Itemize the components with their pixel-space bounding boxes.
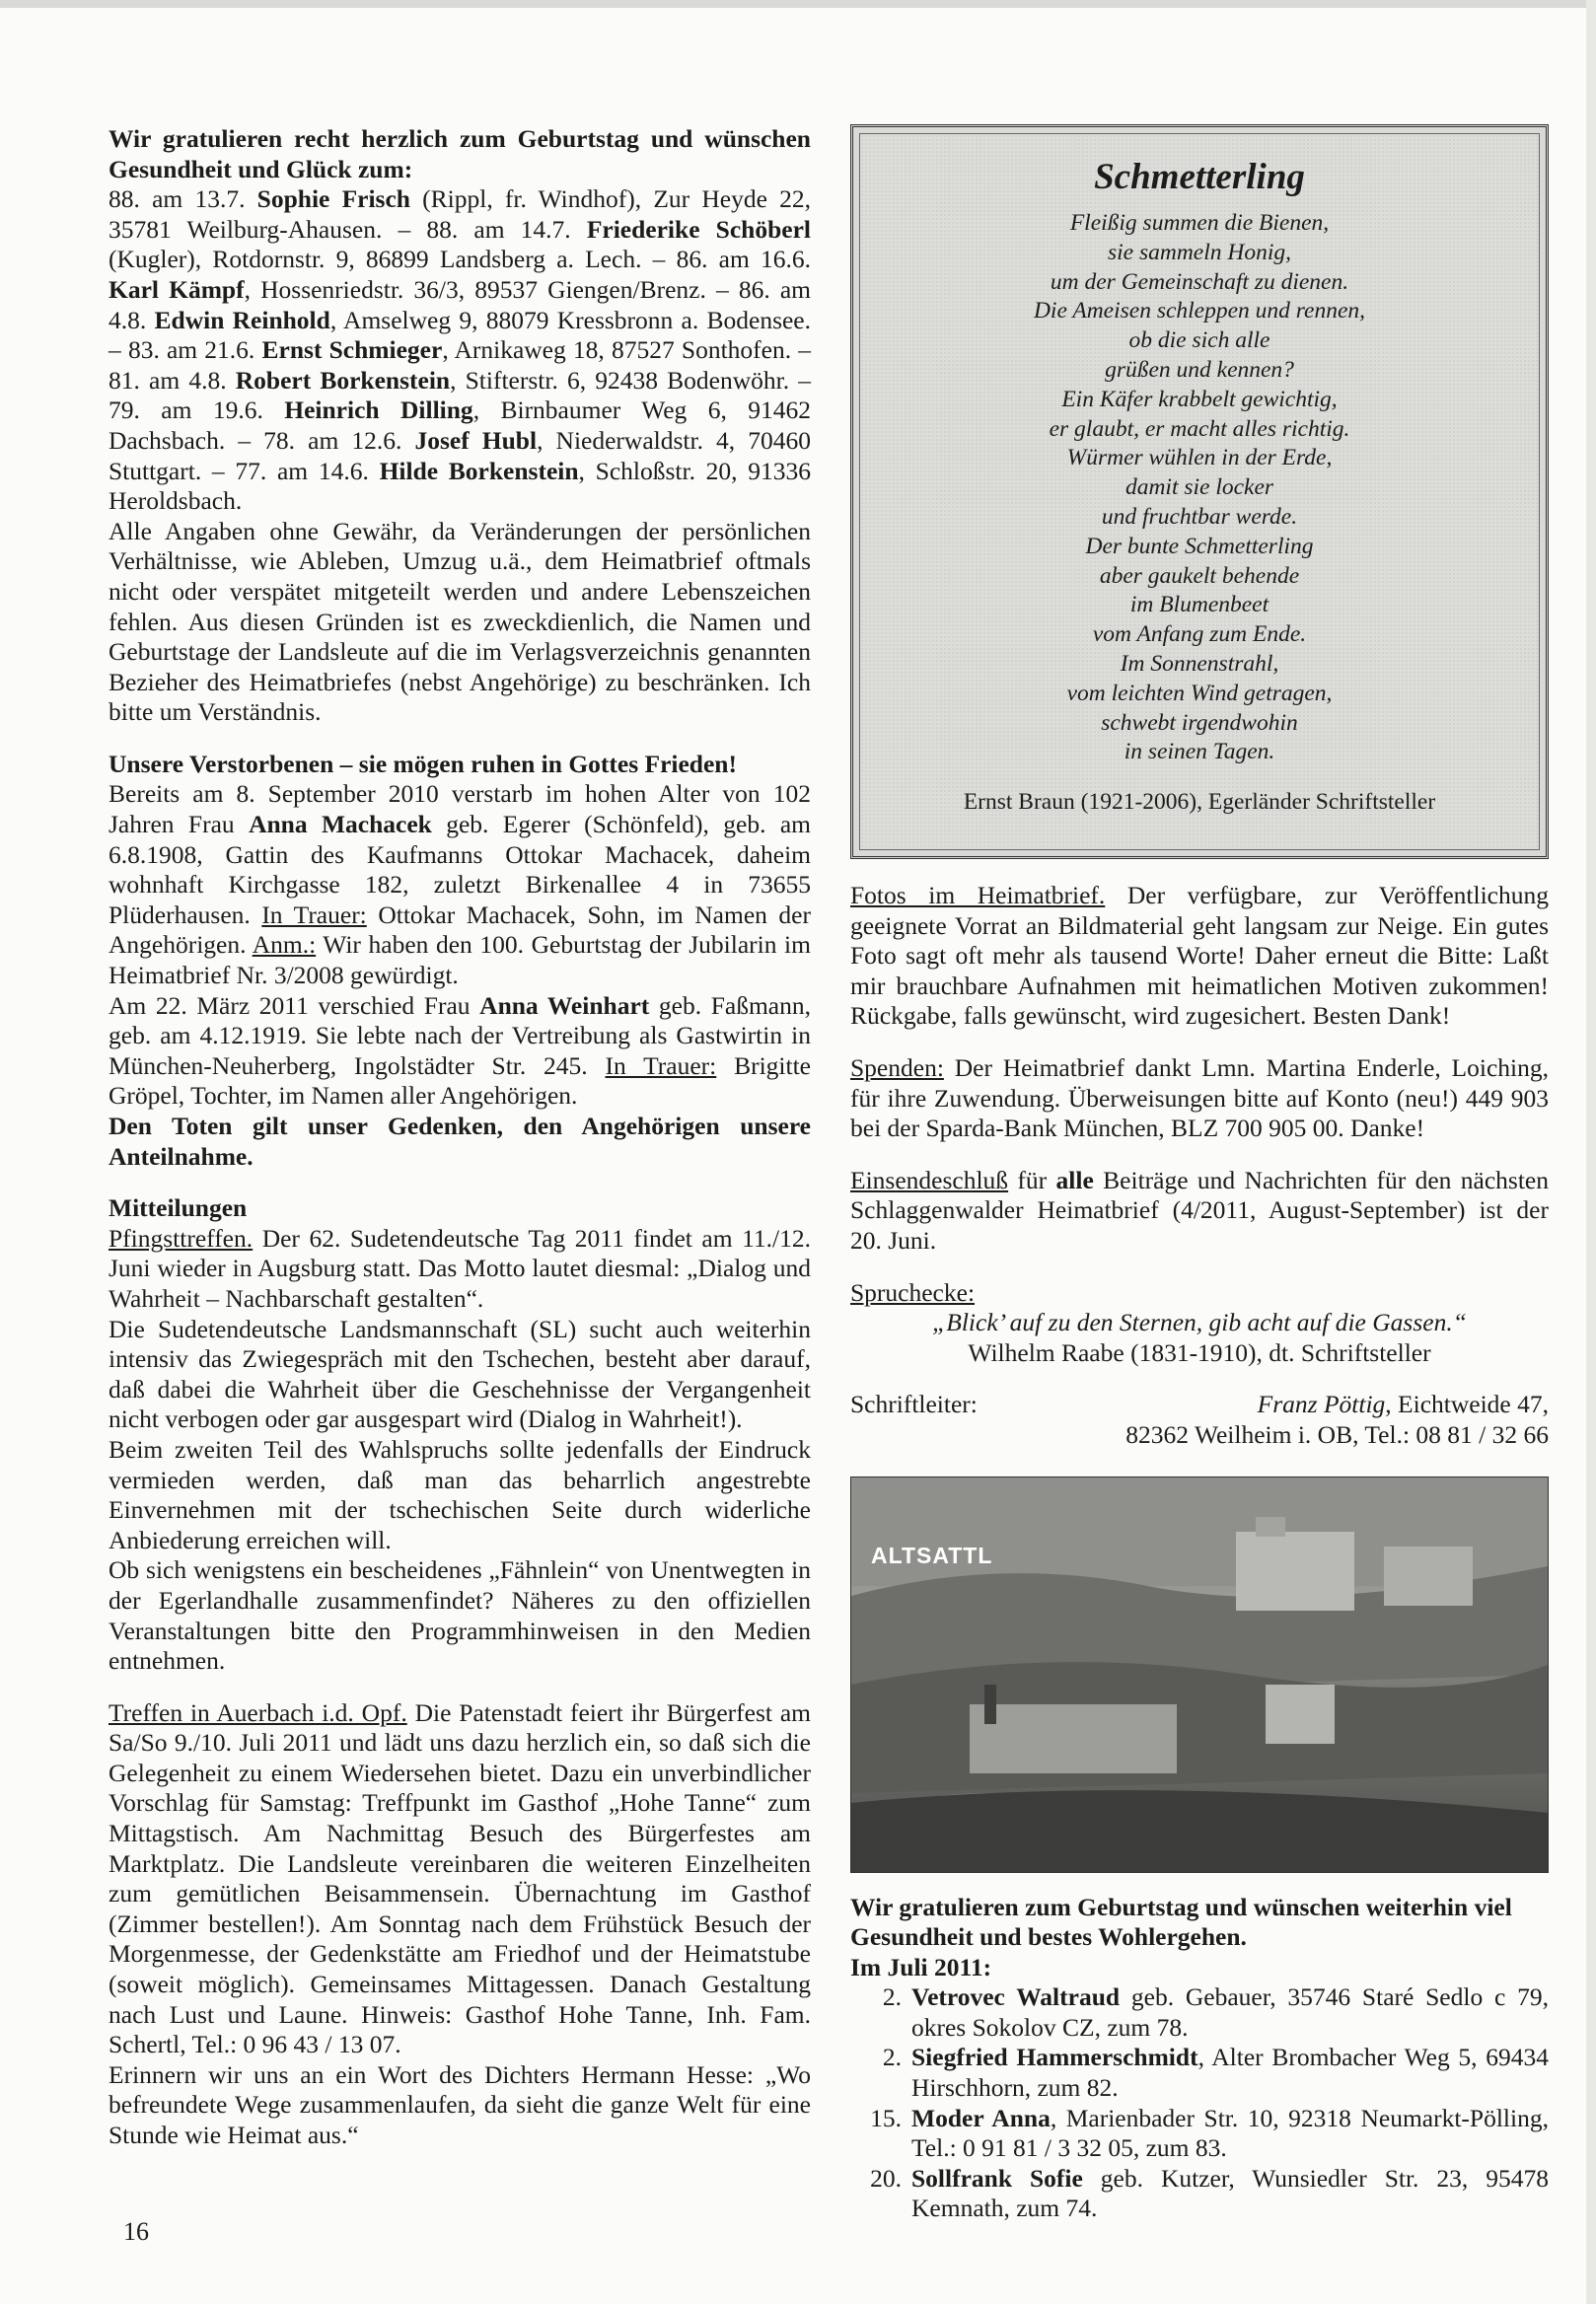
poem-line: um der Gemeinschaft zu dienen. [1050, 268, 1349, 295]
poem-line: vom Anfang zum Ende. [1092, 621, 1307, 648]
birthday-entry: 86. am 16.6. Karl Kämpf, Hossenriedstr. 36/3, 89537 Giengen/Brenz. – [109, 245, 812, 304]
poem-line: und fruchtbar werde. [1101, 503, 1298, 530]
birthday-entry: 77. am 14.6. Hilde Borkenstein, Schloßstr. 20, 91336 Heroldsbach. [109, 456, 811, 516]
faehnlein-paragraph: Ob sich wenigstens ein bescheidenes „Fähnlein“ von Unentwegten in der Egerlandhalle zusammenfindet? Näheres zu den offiziellen Veranstaltungen bitte den Programmhinweisen in den Medien entnehmen. [109, 1555, 811, 1676]
editor-address: 82362 Weilheim i. OB, Tel.: 08 81 / 32 66 [1125, 1419, 1549, 1449]
birthday-section [109, 124, 811, 517]
poem-line: damit sie locker [1124, 474, 1274, 501]
list-item: 15. Moder Anna, Marienbader Str. 10, 92318 Neumarkt-Pölling, Tel.: 0 91 81 / 3 32 05, zum 83. [870, 2103, 1549, 2163]
list-item: 20. Sollfrank Sofie geb. Kutzer, Wunsiedler Str. 23, 95478 Kemnath, zum 74. [870, 2163, 1549, 2223]
photo-label: ALTSATTL [871, 1542, 993, 1568]
editor-info: Franz Pöttig, Eichtweide 47, [1257, 1390, 1549, 1419]
birthday-entry: 79. am 19.6. Heinrich Dilling, Birnbaumer Weg 6, 91462 Dachsbach. – [109, 396, 812, 455]
altsattl-photo [850, 1476, 1549, 1873]
poem-line: Der bunte Schmetterling [1085, 533, 1314, 559]
deceased-heading: Unsere Verstorbenen – sie mögen ruhen in Gottes Frieden! [109, 749, 737, 778]
einsendeschluss-paragraph: Einsendeschluß für alle Beiträge und Nachrichten für den nächsten Schlaggenwalder Heimatbrief (4/2011, August-September) ist der 20. Juni. [850, 1165, 1549, 1255]
birthday2-month: Im Juli 2011: [850, 1952, 992, 1981]
birthday-entry: 81. am 4.8. Robert Borkenstein, Stifterstr. 6, 92438 Bodenwöhr. – [109, 365, 811, 395]
disclaimer-paragraph: Alle Angaben ohne Gewähr, da Veränderungen der persönlichen Verhältnisse, wie Ableben, Umzug u.ä., dem Heimatbrief oftmals nicht oder verspätet mitgeteilt werden und andere Lebenszeichen fehlen. Aus diesen Gründen ist es zweckdienlich, die Namen und Geburtstage der Landsleute auf die im Verlagsverzeichnis genannten Bezieher des Heimatbriefes (nebst Angehörige) zu beschränken. Ich bitte um Verständnis. [109, 516, 811, 727]
poem-line: sie sammeln Honig, [1107, 239, 1292, 265]
sl-paragraph: Die Sudetendeutsche Landsmannschaft (SL) sucht auch weiterhin intensiv das Zwiegespräch mit den Tschechen, besteht aber darauf, daß dabei die Wahrheit über die Geschehnisse der Vergangenheit nicht verbogen oder gar ausgespart wird (Dialog in Wahrheit!). [109, 1314, 811, 1434]
poem-title: Schmetterling [1094, 157, 1305, 197]
birthday-entry: 78. am 12.6. Josef Hubl, Niederwaldstr. 4, 70460 Stuttgart. – [109, 425, 811, 485]
poem-inner [859, 133, 1540, 850]
spruch-author: Wilhelm Raabe (1831-1910), dt. Schriftsteller [968, 1337, 1431, 1367]
poem-line: aber gaukelt behende [1099, 562, 1300, 589]
page-top-edge [0, 0, 1596, 8]
list-item: 2. Vetrovec Waltraud geb. Gebauer, 35746 Staré Sedlo c 79, okres Sokolov CZ, zum 78. [882, 1982, 1549, 2042]
poem-line: ob die sich alle [1128, 327, 1270, 354]
poem-lines [880, 209, 1519, 767]
birthday-entry: 86. am 4.8. Edwin Reinhold, Amselweg 9, 88079 Kressbronn a. Bodensee. – [109, 274, 811, 365]
list-item: 2. Siegfried Hammerschmidt, Alter Brombacher Weg 5, 69434 Hirschhorn, zum 82. [882, 2043, 1550, 2103]
poem-box [850, 124, 1549, 859]
poem-line: im Blumenbeet [1129, 592, 1270, 618]
birthday-heading: Wir gratulieren recht herzlich zum Geburtstag und wünschen Gesundheit und Glück zum: [109, 124, 811, 183]
spruch-quote: „Blick’ auf zu den Sternen, gib acht auf die Gassen.“ [932, 1308, 1467, 1337]
poem-line: in seinen Tagen. [1124, 739, 1275, 765]
condolence-line: Den Toten gilt unser Gedenken, den Angehörigen unsere Anteilnahme. [109, 1112, 811, 1171]
spenden-paragraph: Spenden: Der Heimatbrief dankt Lmn. Martina Enderle, Loiching, für ihre Zuwendung. Überweisungen bitte auf Konto (neu!) 449 903 bei der Sparda-Bank München, BLZ 700 905 00. Danke! [850, 1052, 1549, 1143]
auerbach-paragraph: Treffen in Auerbach i.d. Opf. Die Patenstadt feiert ihr Bürgerfest am Sa/So 9./10. Juli 2011 und lädt uns dazu herzlich ein, so daß sich die Gelegenheit zu einem Wiedersehen bietet. Dazu ein unverbindlicher Vorschlag für Samstag: Treffpunkt im Gasthof „Hohe Tanne“ zum Mittagstisch. Am Nachmittag Besuch des Bürgerfestes am Marktplatz. Die Landsleute vereinbaren die weiteren Einzelheiten zum gemütlichen Beisammensein. Übernachtung im Gasthof (Zimmer bestellen!). Am Sonntag nach dem Frühstück Besuch der Morgenmesse, der Gedenkstätte am Friedhof und der Heimatstube (soweit möglich). Gemeinsames Mittagessen. Danach Gestaltung nach Lust und Laune. Hinweis: Gasthof Hohe Tanne, Inh. Fam. Schertl, Tel.: 0 96 43 / 13 07. [109, 1697, 811, 2059]
poem-line: Die Ameisen schleppen und rennen, [1033, 298, 1366, 324]
poem-line: Würmer wühlen in der Erde, [1066, 445, 1333, 471]
poem-line: Fleißig summen die Bienen, [1069, 210, 1330, 236]
poem-line: schwebt irgendwohin [1101, 709, 1298, 736]
right-column [850, 124, 1549, 2224]
poem-line: vom leichten Wind getragen, [1066, 680, 1333, 706]
poem-line: grüßen und kennen? [1105, 356, 1294, 383]
mitteilungen-heading: Mitteilungen [109, 1193, 248, 1223]
birthday2-list [850, 1982, 1549, 2224]
poem-line: Ein Käfer krabbelt gewichtig, [1061, 386, 1338, 412]
poem-line: er glaubt, er macht alles richtig. [1049, 415, 1350, 442]
editor-label: Schriftleiter: [850, 1390, 978, 1419]
hesse-paragraph: Erinnern wir uns an ein Wort des Dichters Hermann Hesse: „Wo befreundete Wege zusammenlaufen, da sieht die ganze Welt für eine Stunde wie Heimat aus.“ [109, 2059, 811, 2149]
deceased-entry-2: Am 22. März 2011 verschied Frau Anna Weinhart geb. Faßmann, geb. am 4.12.1919. Sie lebte nach der Vertreibung als Gastwirtin in München-Neuherberg, Ingolstädter Str. 245. In Trauer: Brigitte Gröpel, Tochter, im Namen aller Angehörigen. [109, 990, 811, 1111]
editor-line [850, 1390, 1549, 1420]
birthday-entry: 88. am 13.7. Sophie Frisch (Rippl, fr. Windhof), Zur Heyde 22, 35781 Weilburg-Ahausen. – [109, 184, 811, 244]
birthday-entry: 83. am 21.6. Ernst Schmieger, Arnikaweg 18, 87527 Sonthofen. – [127, 335, 812, 365]
poem-line: Im Sonnenstrahl, [1120, 650, 1279, 677]
deceased-section: Unsere Verstorbenen – sie mögen ruhen in Gottes Frieden! Bereits am 8. September 2010 verstarb im hohen Alter von 102 Jahren Frau Anna Machacek geb. Egerer (Schönfeld), geb. am 6.8.1908, Gattin des Kaufmanns Ottokar Machacek, daheim wohnhaft Kirchgasse 182, zuletzt Birkenallee 4 in 73655 Plüderhausen. In Trauer: Ottokar Machacek, Sohn, im Namen der Angehörigen. Anm.: Wir haben den 100. Geburtstag der Jubilarin im Heimatbrief Nr. 3/2008 gewürdigt. [109, 749, 811, 990]
spruchecke-label: Spruchecke: [850, 1277, 976, 1307]
photo-scene [851, 1477, 1548, 1872]
birthday2-heading: Wir gratulieren zum Geburtstag und wünschen weiterhin viel Gesundheit und bestes Wohlergehen. [850, 1892, 1512, 1952]
birthday-entry: 88. am 14.7. Friederike Schöberl (Kugler), Rotdornstr. 9, 86899 Landsberg a. Lech. – [109, 214, 811, 274]
page-right-edge [1586, 0, 1596, 2304]
page-number: 16 [123, 2217, 149, 2246]
fotos-paragraph: Fotos im Heimatbrief. Der verfügbare, zur Veröffentlichung geeignete Vorrat an Bildmaterial geht langsam zur Neige. Ein gutes Foto sagt oft mehr als tausend Worte! Daher erneut die Bitte: Laßt mir brauchbare Aufnahmen mit heimatlichen Motiven zukommen! Rückgabe, falls gewünscht, wird zugesichert. Besten Dank! [850, 881, 1549, 1031]
mitteilungen-section: Mitteilungen Pfingsttreffen. Der 62. Sudetendeutsche Tag 2011 findet am 11./12. Juni wieder in Augsburg statt. Das Motto lautet diesmal: „Dialog und Wahrheit – Nachbarschaft gestalten“. [109, 1193, 811, 1313]
poem-author: Ernst Braun (1921-2006), Egerländer Schriftsteller [963, 789, 1436, 816]
left-column [109, 124, 811, 2151]
wahlspruch-paragraph: Beim zweiten Teil des Wahlspruchs sollte jedenfalls der Eindruck vermieden werden, daß man das beharrlich angestrebte Einvernehmen mit der tschechischen Seite durch widerliche Anbiederung erreichen will. [109, 1434, 811, 1554]
